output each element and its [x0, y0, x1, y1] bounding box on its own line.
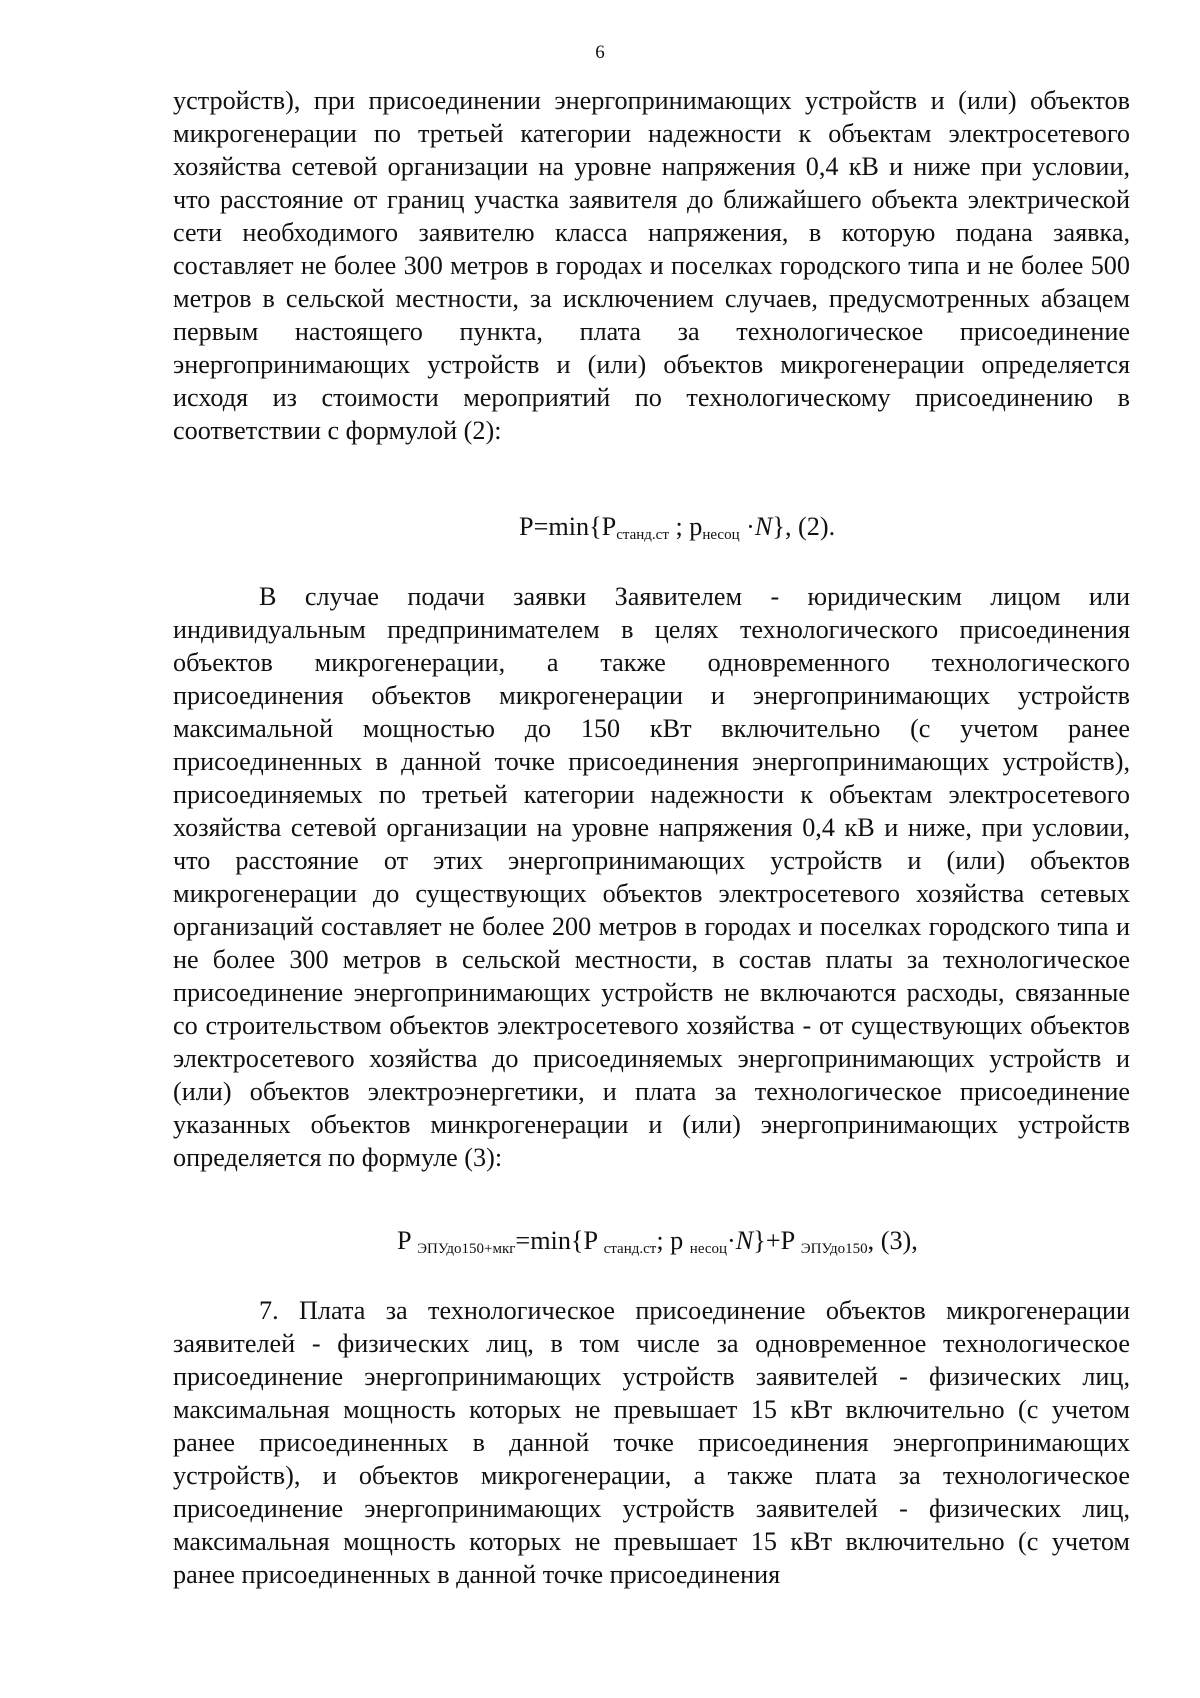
formula-3-sub-standard: станд.ст	[603, 1241, 657, 1257]
formula-3-sub-epu150: ЭПУдо150	[800, 1241, 868, 1257]
formula-2-dot: ·	[739, 512, 755, 541]
formula-3-plus: }+P	[753, 1226, 801, 1255]
paragraph-1: устройств), при присоединении энергопринимающих устройств и (или) объектов микрогенерации по третьей категории надежности к объектам электросетевого хозяйства сетевой организации на уровне напряжения 0,4 кВ и ниже при условии, что расстояние от границ участка заявителя до ближайшего объекта электрической сети необходимого заявителю класса напряжения, в которую подана заявка, составляет не более 300 метров в городах и поселках городского типа и не более 500 метров в сельской местности, за исключением случаев, предусмотренных абзацем первым настоящего пункта, плата за технологическое присоединение энергопринимающих устройств и (или) объектов микрогенерации определяется исходя из стоимости мероприятий по технологическому присоединению в соответствии с формулой (2):	[173, 86, 1130, 445]
formula-3	[397, 1224, 1200, 1266]
formula-3-sub-epu-mkg: ЭПУдо150+мкг	[417, 1241, 516, 1257]
formula-2-sub-nesots: несоц	[702, 527, 740, 543]
formula-3-var-n: N	[735, 1226, 754, 1255]
formula-2-separator: ; p	[668, 512, 703, 541]
formula-3-dot: ·	[727, 1226, 736, 1255]
formula-2-sub-standard: станд.ст	[616, 527, 669, 543]
formula-2-lhs: P=min{P	[519, 512, 617, 541]
formula-3-sub-nesots: несоц	[689, 1241, 728, 1257]
formula-2-var-n: N	[754, 512, 773, 541]
paragraph-2: В случае подачи заявки Заявителем - юридическим лицом или индивидуальным предпринимателем в целях технологического присоединения объектов микрогенерации, а также одновременного технологического присоединения объектов микрогенерации и энергопринимающих устройств максимальной мощностью до 150 кВт включительно (с учетом ранее присоединенных в данной точке присоединения энергопринимающих устройств), присоединяемых по третьей категории надежности к объектам электросетевого хозяйства сетевой организации на уровне напряжения 0,4 кВ и ниже, при условии, что расстояние от этих энергопринимающих устройств и (или) объектов микрогенерации до существующих объектов электросетевого хозяйства сетевых организаций составляет не более 200 метров в городах и поселках городского типа и не более 300 метров в сельской местности, в состав платы за технологическое присоединение энергопринимающих устройств не включаются расходы, связанные со строительством объектов электросетевого хозяйства - от существующих объектов электросетевого хозяйства до присоединяемых энергопринимающих устройств и (или) объектов электроэнергетики, и плата за технологическое присоединение указанных объектов минкрогенерации и (или) энергопринимающих устройств определяется по формуле (3):	[173, 582, 1130, 1172]
formula-2-tail: }, (2).	[772, 512, 836, 541]
formula-3-min: =min{P	[515, 1226, 604, 1255]
formula-3-separator: ; p	[656, 1226, 690, 1255]
formula-3-p: P	[397, 1226, 418, 1255]
paragraph-3: 7. Плата за технологическое присоединение объектов микрогенерации заявителей - физических лиц, в том числе за одновременное технологическое присоединение энергопринимающих устройств заявителей - физических лиц, максимальная мощность которых не превышает 15 кВт включительно (с учетом ранее присоединенных в данной точке присоединения энергопринимающих устройств), и объектов микрогенерации, а также плата за технологическое присоединение энергопринимающих устройств заявителей - физических лиц, максимальная мощность которых не превышает 15 кВт включительно (с учетом ранее присоединенных в данной точке присоединения	[173, 1296, 1130, 1589]
formula-2	[519, 510, 1200, 552]
page-number: 6	[595, 42, 605, 63]
formula-3-tail: , (3),	[867, 1226, 918, 1255]
